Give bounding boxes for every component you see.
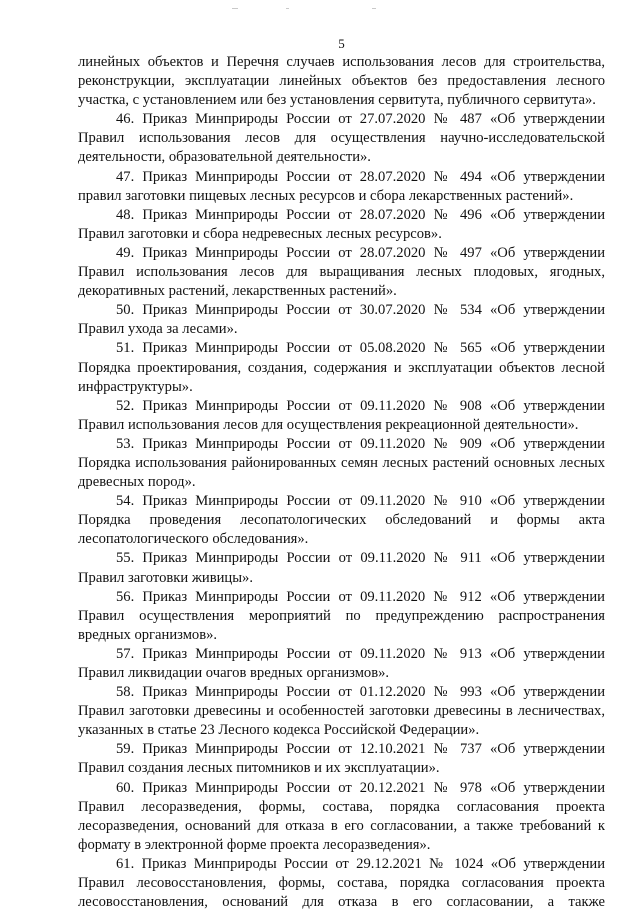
list-item: 59. Приказ Минприроды России от 12.10.2021 № 737 «Об утверждении Правил создания лесных питомников и их эксплуатации». bbox=[78, 741, 605, 777]
list-item: 47. Приказ Минприроды России от 28.07.2020 № 494 «Об утверждении правил заготовки пищевых лесных ресурсов и сбора лекарственных растений». bbox=[78, 168, 605, 204]
list-item: 50. Приказ Минприроды России от 30.07.2020 № 534 «Об утверждении Правил ухода за лесами». bbox=[78, 302, 605, 338]
list-item: 57. Приказ Минприроды России от 09.11.2020 № 913 «Об утверждении Правил ликвидации очагов вредных организмов». bbox=[78, 645, 605, 681]
list-item: 53. Приказ Минприроды России от 09.11.2020 № 909 «Об утверждении Порядка использования районированных семян лесных растений основных лесных древесных пород». bbox=[78, 435, 605, 491]
list-item: 56. Приказ Минприроды России от 09.11.2020 № 912 «Об утверждении Правил осуществления мероприятий по предупреждению распространения вредных организмов». bbox=[78, 588, 605, 643]
list-item: 61. Приказ Минприроды России от 29.12.2021 № 1024 «Об утверждении Правил лесовосстановления, формы, состава, порядка согласования проекта лесовосстановления, оснований для отказа в его согласовании, а также bbox=[78, 855, 605, 911]
list-item: 46. Приказ Минприроды России от 27.07.2020 № 487 «Об утверждении Правил использования лесов для осуществления научно-исследовательской деятельности, образовательной деятельности». bbox=[78, 111, 605, 166]
list-item: 48. Приказ Минприроды России от 28.07.2020 № 496 «Об утверждении Правил заготовки и сбора недревесных лесных ресурсов». bbox=[78, 206, 605, 242]
list-item: 60. Приказ Минприроды России от 20.12.2021 № 978 «Об утверждении Правил лесоразведения, формы, состава, порядка согласования проекта лесоразведения, оснований для отказа в его согласовании, а также требований к формату в электронной форме проекта лесоразведения». bbox=[78, 779, 605, 853]
page-number: 5 bbox=[338, 36, 345, 51]
continuation-paragraph: линейных объектов и Перечня случаев использования лесов для строительства, реконструкции, эксплуатации линейных объектов без предоставления лесного участка, с установлением или без установления сервитута, публичного сервитута». bbox=[78, 54, 605, 109]
list-item: 54. Приказ Минприроды России от 09.11.2020 № 910 «Об утверждении Порядка проведения лесопатологических обследований и формы акта лесопатологического обследования». bbox=[78, 493, 605, 548]
document-page bbox=[78, 0, 605, 911]
list-item: 58. Приказ Минприроды России от 01.12.2020 № 993 «Об утверждении Правил заготовки древесины и особенностей заготовки древесины в лесничествах, указанных в статье 23 Лесного кодекса Российской Федерации». bbox=[78, 684, 605, 739]
list-item: 52. Приказ Минприроды России от 09.11.2020 № 908 «Об утверждении Правил использования лесов для осуществления рекреационной деятельности». bbox=[78, 397, 605, 433]
list-item: 55. Приказ Минприроды России от 09.11.2020 № 911 «Об утверждении Правил заготовки живицы». bbox=[78, 550, 605, 586]
list-item: 49. Приказ Минприроды России от 28.07.2020 № 497 «Об утверждении Правил использования лесов для выращивания лесных плодовых, ягодных, декоративных растений, лекарственных растений». bbox=[78, 244, 605, 300]
list-item: 51. Приказ Минприроды России от 05.08.2020 № 565 «Об утверждении Порядка проектирования, создания, содержания и эксплуатации объектов лесной инфраструктуры». bbox=[78, 340, 605, 395]
document-body bbox=[78, 53, 605, 912]
